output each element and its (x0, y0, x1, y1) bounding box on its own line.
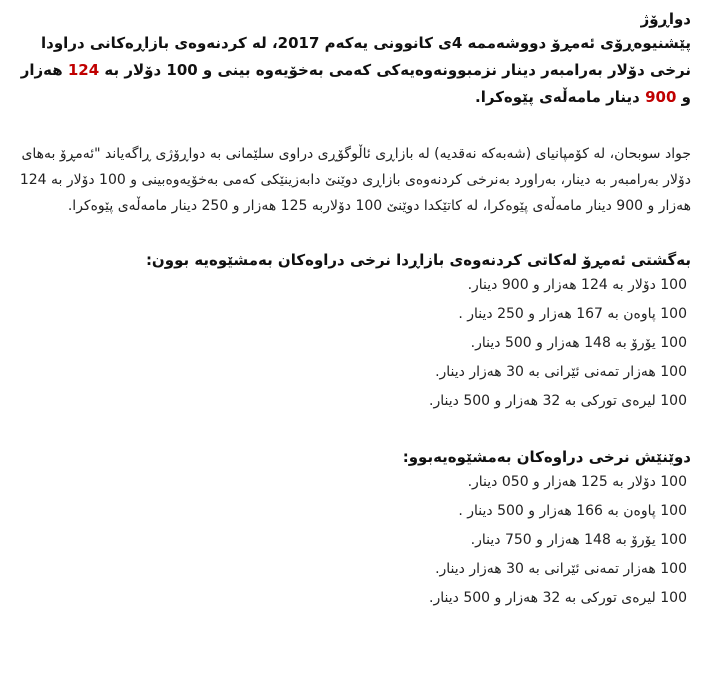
article-source-title: دواڕۆژ (640, 10, 691, 28)
spacer (14, 416, 691, 446)
spacer (14, 111, 691, 141)
lead-text-before: پێشنیوەڕۆی ئەمڕۆ دووشەممە 4ی کانوونی یەکەم 2017، لە کردنەوەی بازاڕەکانی دراودا نرخی دۆلار بەرامبەر دینار نزمبوونەوەیەکی کەمی بەخۆیەوە بینی و 100 دۆلار بە (41, 34, 691, 79)
list-item: 100 لیرەی تورکی بە 32 هەزار و 500 دینار. (429, 590, 687, 606)
list-item: 100 پاوەن بە 167 هەزار و 250 دینار . (458, 306, 687, 322)
today-rates-heading: بەگشتی ئەمڕۆ لەکاتی کردنەوەی بازاڕدا نرخی دراوەکان بەمشێوەیە بوون: (145, 251, 691, 269)
lead-highlight-thousands: 124 (67, 61, 100, 79)
lead-highlight-dinars: 900 (645, 88, 677, 106)
list-item: 100 هەزار تمەنی ئێرانی بە 30 هەزار دینار. (435, 561, 687, 577)
list-item: 100 پاوەن بە 166 هەزار و 500 دینار . (458, 503, 687, 519)
article-body-paragraph: جواد سوبحان، لە کۆمپانیای (شەبەکە نەقدیە) لە بازاڕی ئاڵوگۆڕی دراوی سلێمانی بە دواڕۆژی ڕاگەیاند "ئەمڕۆ بەهای دۆلار بەرامبەر بە دینار، بەراورد بەنرخی کردنەوەی بازاڕی دوێنێ دابەزینێکی کەمی بەخۆیەوەبینی و 100 دۆلار بە 124 هەزار و 900 دینار مامەڵەی پێوەکرا، لە کاتێکدا دوێنێ 100 دۆلاربە 125 هەزار و 250 دینار مامەڵەی پێوەکرا. (19, 146, 691, 214)
list-item: 100 دۆلار بە 124 هەزار و 900 دینار. (467, 277, 687, 293)
list-item: 100 هەزار تمەنی ئێرانی بە 30 هەزار دینار. (435, 364, 687, 380)
list-item: 100 دۆلار بە 125 هەزار و 050 دینار. (467, 474, 687, 490)
today-rates-list (14, 271, 691, 416)
yesterday-rates-heading: دوێنێش نرخی دراوەکان بەمشێوەیەبوو: (402, 448, 691, 466)
lead-text-mid: هەزار و (20, 61, 691, 106)
list-item: 100 یۆرۆ بە 148 هەزار و 750 دینار. (470, 532, 687, 548)
article-lead (14, 30, 691, 111)
list-item: 100 لیرەی تورکی بە 32 هەزار و 500 دینار. (429, 393, 687, 409)
spacer (14, 219, 691, 249)
list-item: 100 یۆرۆ بە 148 هەزار و 500 دینار. (470, 335, 687, 351)
lead-text-after: دینار مامەڵەی پێوەکرا. (475, 88, 640, 106)
yesterday-rates-list (14, 468, 691, 613)
